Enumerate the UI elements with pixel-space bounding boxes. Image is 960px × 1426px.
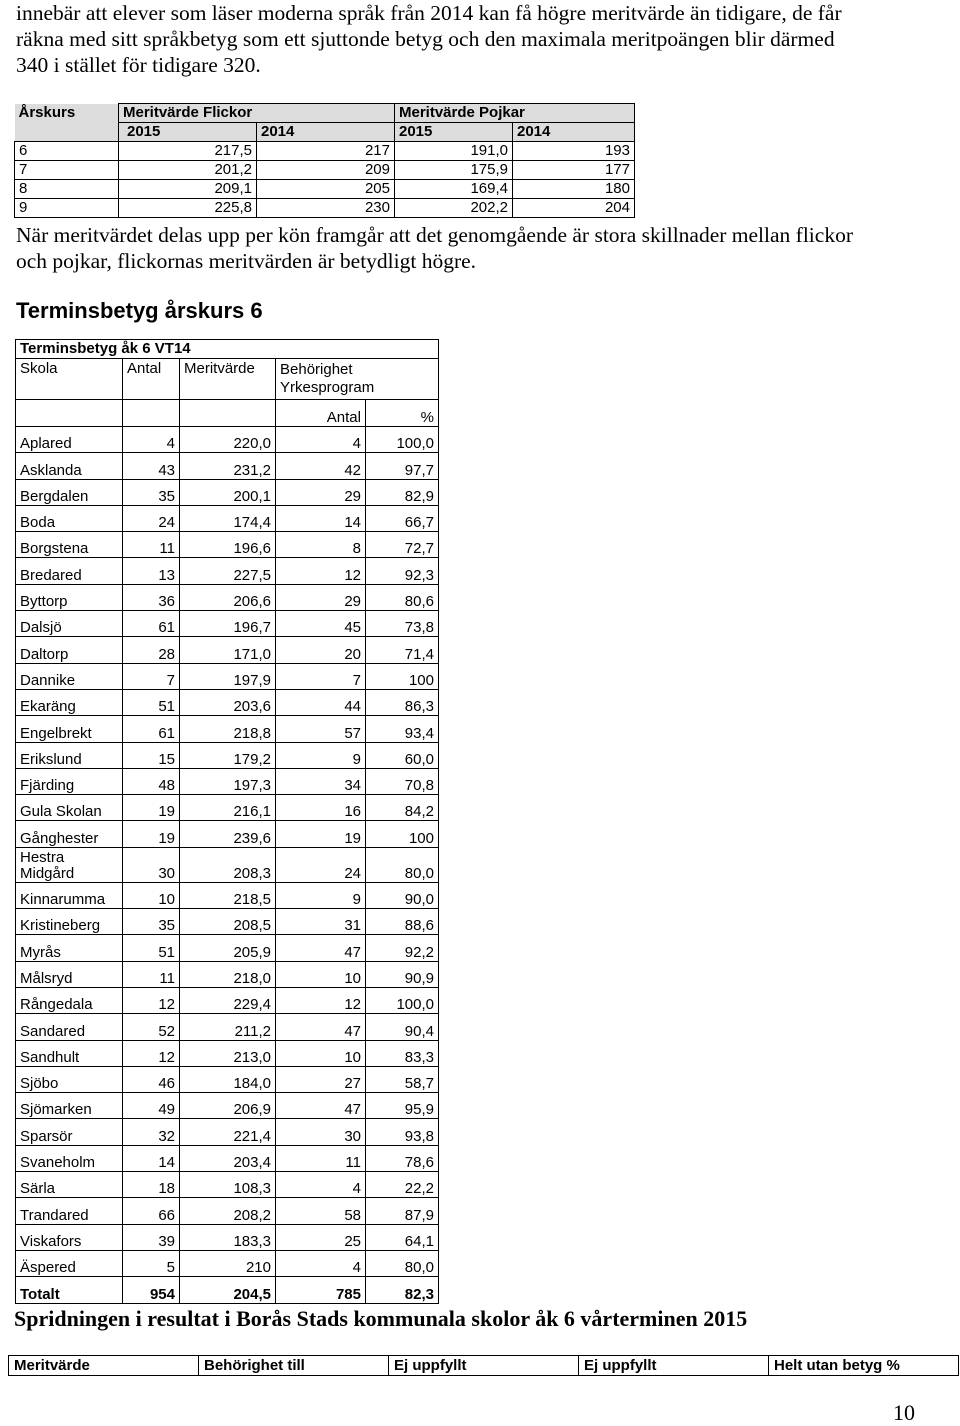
behorighet-antal-cell: 12 bbox=[276, 558, 366, 584]
table-row bbox=[16, 1172, 439, 1198]
header-pojkar: Meritvärde Pojkar bbox=[395, 104, 635, 123]
school-cell: Daltorp bbox=[16, 637, 123, 663]
behorighet-antal-cell: 9 bbox=[276, 742, 366, 768]
behorighet-percent-cell: 92,2 bbox=[366, 935, 439, 961]
behorighet-percent-cell: 82,9 bbox=[366, 479, 439, 505]
meritvarde-cell: 220,0 bbox=[180, 427, 276, 453]
behorighet-percent-cell: 88,6 bbox=[366, 909, 439, 935]
school-cell: Erikslund bbox=[16, 742, 123, 768]
total-meritvarde: 204,5 bbox=[180, 1277, 276, 1303]
school-cell: Byttorp bbox=[16, 584, 123, 610]
meritvarde-cell: 174,4 bbox=[180, 505, 276, 531]
school-cell: Fjärding bbox=[16, 768, 123, 794]
behorighet-percent-cell: 78,6 bbox=[366, 1145, 439, 1171]
school-cell: Särla bbox=[16, 1172, 123, 1198]
antal-cell: 43 bbox=[123, 453, 180, 479]
header-cell: Helt utan betyg % bbox=[769, 1356, 959, 1376]
school-cell: Aplared bbox=[16, 427, 123, 453]
year-cell: 2015 bbox=[119, 123, 257, 142]
behorighet-percent-cell: 84,2 bbox=[366, 795, 439, 821]
school-cell: Sjömarken bbox=[16, 1093, 123, 1119]
behorighet-percent-cell: 97,7 bbox=[366, 453, 439, 479]
behorighet-percent-cell: 66,7 bbox=[366, 505, 439, 531]
school-cell: Gånghester bbox=[16, 821, 123, 847]
antal-cell: 14 bbox=[123, 1145, 180, 1171]
table-row bbox=[16, 909, 439, 935]
total-label: Totalt bbox=[16, 1277, 123, 1303]
school-cell: Dannike bbox=[16, 663, 123, 689]
subheader-percent: % bbox=[366, 400, 439, 427]
table-row bbox=[16, 663, 439, 689]
antal-cell: 28 bbox=[123, 637, 180, 663]
behorighet-percent-cell: 70,8 bbox=[366, 768, 439, 794]
table-row bbox=[15, 180, 635, 199]
school-cell: Kristineberg bbox=[16, 909, 123, 935]
antal-cell: 15 bbox=[123, 742, 180, 768]
paragraph-line: och pojkar, flickornas meritvärden är betydligt högre. bbox=[16, 249, 477, 273]
behorighet-antal-cell: 44 bbox=[276, 689, 366, 715]
table-header-row bbox=[15, 104, 635, 123]
behorighet-antal-cell: 11 bbox=[276, 1145, 366, 1171]
antal-cell: 12 bbox=[123, 987, 180, 1013]
behorighet-antal-cell: 14 bbox=[276, 505, 366, 531]
value-cell: 193 bbox=[513, 142, 635, 161]
intro-paragraph bbox=[16, 0, 946, 78]
meritvarde-cell: 208,5 bbox=[180, 909, 276, 935]
spread-table-header bbox=[8, 1355, 959, 1376]
antal-cell: 61 bbox=[123, 716, 180, 742]
behorighet-percent-cell: 90,4 bbox=[366, 1014, 439, 1040]
antal-cell: 19 bbox=[123, 821, 180, 847]
school-cell: Rångedala bbox=[16, 987, 123, 1013]
behorighet-antal-cell: 30 bbox=[276, 1119, 366, 1145]
table-row bbox=[16, 637, 439, 663]
meritvarde-cell: 216,1 bbox=[180, 795, 276, 821]
value-cell: 230 bbox=[257, 199, 395, 218]
value-cell: 217 bbox=[257, 142, 395, 161]
school-cell: Dalsjö bbox=[16, 611, 123, 637]
header-antal: Antal bbox=[123, 359, 180, 400]
behorighet-percent-cell: 95,9 bbox=[366, 1093, 439, 1119]
antal-cell: 24 bbox=[123, 505, 180, 531]
antal-cell: 4 bbox=[123, 427, 180, 453]
school-cell: Bredared bbox=[16, 558, 123, 584]
school-cell: Svaneholm bbox=[16, 1145, 123, 1171]
behorighet-antal-cell: 9 bbox=[276, 882, 366, 908]
behorighet-percent-cell: 92,3 bbox=[366, 558, 439, 584]
behorighet-antal-cell: 27 bbox=[276, 1066, 366, 1092]
meritvarde-cell: 227,5 bbox=[180, 558, 276, 584]
paragraph-line: När meritvärdet delas upp per kön framgår att det genomgående är stora skillnader mellan flickor bbox=[16, 223, 853, 247]
table-row bbox=[16, 795, 439, 821]
school-cell: Trandared bbox=[16, 1198, 123, 1224]
behorighet-percent-cell: 80,0 bbox=[366, 1250, 439, 1276]
antal-cell: 66 bbox=[123, 1198, 180, 1224]
value-cell: 175,9 bbox=[395, 161, 513, 180]
year-cell: 2014 bbox=[257, 123, 395, 142]
merit-by-gender-table bbox=[14, 103, 635, 218]
table-row bbox=[16, 987, 439, 1013]
school-cell: Sandared bbox=[16, 1014, 123, 1040]
table-row bbox=[16, 961, 439, 987]
behorighet-antal-cell: 57 bbox=[276, 716, 366, 742]
meritvarde-cell: 208,3 bbox=[180, 847, 276, 882]
behorighet-percent-cell: 60,0 bbox=[366, 742, 439, 768]
behorighet-percent-cell: 73,8 bbox=[366, 611, 439, 637]
table-row bbox=[16, 768, 439, 794]
behorighet-antal-cell: 29 bbox=[276, 479, 366, 505]
intro-line: räkna med sitt språkbetyg som ett sjuttonde betyg och den maximala meritpoängen blir därmed bbox=[16, 27, 835, 51]
school-cell: Asklanda bbox=[16, 453, 123, 479]
table-row bbox=[16, 1066, 439, 1092]
table-row bbox=[15, 199, 635, 218]
behorighet-antal-cell: 19 bbox=[276, 821, 366, 847]
table-title-row bbox=[16, 340, 439, 359]
behorighet-antal-cell: 4 bbox=[276, 1250, 366, 1276]
antal-cell: 19 bbox=[123, 795, 180, 821]
value-cell: 169,4 bbox=[395, 180, 513, 199]
behorighet-antal-cell: 45 bbox=[276, 611, 366, 637]
table-row bbox=[16, 1198, 439, 1224]
header-behorighet-label: Behörighet bbox=[280, 361, 353, 378]
meritvarde-cell: 206,6 bbox=[180, 584, 276, 610]
antal-cell: 49 bbox=[123, 1093, 180, 1119]
meritvarde-cell: 218,0 bbox=[180, 961, 276, 987]
antal-cell: 11 bbox=[123, 532, 180, 558]
behorighet-percent-cell: 58,7 bbox=[366, 1066, 439, 1092]
antal-cell: 51 bbox=[123, 689, 180, 715]
antal-cell: 36 bbox=[123, 584, 180, 610]
behorighet-percent-cell: 100 bbox=[366, 821, 439, 847]
antal-cell: 32 bbox=[123, 1119, 180, 1145]
meritvarde-cell: 218,8 bbox=[180, 716, 276, 742]
school-cell: Viskafors bbox=[16, 1224, 123, 1250]
school-cell: Målsryd bbox=[16, 961, 123, 987]
table-row bbox=[16, 479, 439, 505]
antal-cell: 12 bbox=[123, 1040, 180, 1066]
year-cell: 2015 bbox=[395, 123, 513, 142]
school-cell: Sjöbo bbox=[16, 1066, 123, 1092]
meritvarde-cell: 206,9 bbox=[180, 1093, 276, 1119]
school-cell: Myrås bbox=[16, 935, 123, 961]
table-row bbox=[16, 716, 439, 742]
value-cell: 202,2 bbox=[395, 199, 513, 218]
gender-paragraph bbox=[16, 222, 946, 274]
antal-cell: 13 bbox=[123, 558, 180, 584]
meritvarde-cell: 221,4 bbox=[180, 1119, 276, 1145]
meritvarde-cell: 211,2 bbox=[180, 1014, 276, 1040]
antal-cell: 48 bbox=[123, 768, 180, 794]
table-row bbox=[16, 1145, 439, 1171]
school-cell: Bergdalen bbox=[16, 479, 123, 505]
school-cell: Hestra Midgård bbox=[16, 847, 123, 882]
meritvarde-cell: 231,2 bbox=[180, 453, 276, 479]
header-arskurs: Årskurs bbox=[15, 104, 119, 123]
header-cell: Ej uppfyllt bbox=[579, 1356, 769, 1376]
antal-cell: 39 bbox=[123, 1224, 180, 1250]
table-row bbox=[16, 453, 439, 479]
meritvarde-cell: 184,0 bbox=[180, 1066, 276, 1092]
intro-line: innebär att elever som läser moderna språk från 2014 kan få högre meritvärde än tidigare, de får bbox=[16, 1, 842, 25]
behorighet-percent-cell: 72,7 bbox=[366, 532, 439, 558]
meritvarde-cell: 218,5 bbox=[180, 882, 276, 908]
behorighet-antal-cell: 8 bbox=[276, 532, 366, 558]
subheader-antal: Antal bbox=[276, 400, 366, 427]
antal-cell: 35 bbox=[123, 909, 180, 935]
value-cell: 209 bbox=[257, 161, 395, 180]
antal-cell: 35 bbox=[123, 479, 180, 505]
table-row bbox=[16, 1093, 439, 1119]
behorighet-percent-cell: 90,9 bbox=[366, 961, 439, 987]
table-row bbox=[16, 505, 439, 531]
page-number: 10 bbox=[893, 1400, 915, 1425]
header-cell: Ej uppfyllt bbox=[389, 1356, 579, 1376]
table-row bbox=[16, 532, 439, 558]
behorighet-antal-cell: 31 bbox=[276, 909, 366, 935]
grade-cell: 7 bbox=[15, 161, 119, 180]
table-header-row bbox=[16, 359, 439, 400]
table-title: Terminsbetyg åk 6 VT14 bbox=[16, 340, 439, 359]
behorighet-antal-cell: 12 bbox=[276, 987, 366, 1013]
total-antal: 954 bbox=[123, 1277, 180, 1303]
school-cell: Äspered bbox=[16, 1250, 123, 1276]
meritvarde-cell: 203,4 bbox=[180, 1145, 276, 1171]
behorighet-percent-cell: 87,9 bbox=[366, 1198, 439, 1224]
behorighet-percent-cell: 22,2 bbox=[366, 1172, 439, 1198]
meritvarde-cell: 200,1 bbox=[180, 479, 276, 505]
value-cell: 205 bbox=[257, 180, 395, 199]
table-total-row bbox=[16, 1277, 439, 1303]
header-yrkesprogram-label: Yrkesprogram bbox=[280, 379, 375, 396]
table-row bbox=[16, 1250, 439, 1276]
meritvarde-cell: 183,3 bbox=[180, 1224, 276, 1250]
table-row bbox=[16, 584, 439, 610]
school-cell: Engelbrekt bbox=[16, 716, 123, 742]
behorighet-percent-cell: 100 bbox=[366, 663, 439, 689]
behorighet-antal-cell: 7 bbox=[276, 663, 366, 689]
behorighet-percent-cell: 80,6 bbox=[366, 584, 439, 610]
value-cell: 180 bbox=[513, 180, 635, 199]
meritvarde-cell: 239,6 bbox=[180, 821, 276, 847]
behorighet-percent-cell: 71,4 bbox=[366, 637, 439, 663]
meritvarde-cell: 196,6 bbox=[180, 532, 276, 558]
behorighet-antal-cell: 4 bbox=[276, 427, 366, 453]
behorighet-antal-cell: 10 bbox=[276, 961, 366, 987]
behorighet-antal-cell: 20 bbox=[276, 637, 366, 663]
behorighet-percent-cell: 80,0 bbox=[366, 847, 439, 882]
school-cell: Boda bbox=[16, 505, 123, 531]
school-results-table bbox=[15, 339, 439, 1304]
total-behorighet-percent: 82,3 bbox=[366, 1277, 439, 1303]
value-cell: 177 bbox=[513, 161, 635, 180]
grade-cell: 9 bbox=[15, 199, 119, 218]
antal-cell: 5 bbox=[123, 1250, 180, 1276]
header-cell: Meritvärde bbox=[9, 1356, 199, 1376]
table-row bbox=[15, 142, 635, 161]
behorighet-antal-cell: 16 bbox=[276, 795, 366, 821]
table-row bbox=[16, 742, 439, 768]
total-behorighet-antal: 785 bbox=[276, 1277, 366, 1303]
school-cell: Ekaräng bbox=[16, 689, 123, 715]
meritvarde-cell: 208,2 bbox=[180, 1198, 276, 1224]
meritvarde-cell: 213,0 bbox=[180, 1040, 276, 1066]
table-row bbox=[16, 427, 439, 453]
header-meritvarde: Meritvärde bbox=[180, 359, 276, 400]
antal-cell: 7 bbox=[123, 663, 180, 689]
meritvarde-cell: 179,2 bbox=[180, 742, 276, 768]
antal-cell: 52 bbox=[123, 1014, 180, 1040]
school-cell: Gula Skolan bbox=[16, 795, 123, 821]
behorighet-antal-cell: 25 bbox=[276, 1224, 366, 1250]
antal-cell: 18 bbox=[123, 1172, 180, 1198]
header-flickor: Meritvärde Flickor bbox=[119, 104, 395, 123]
section-heading: Terminsbetyg årskurs 6 bbox=[16, 298, 263, 323]
antal-cell: 61 bbox=[123, 611, 180, 637]
school-cell: Kinnarumma bbox=[16, 882, 123, 908]
value-cell: 217,5 bbox=[119, 142, 257, 161]
table-row bbox=[16, 821, 439, 847]
table-row bbox=[16, 1014, 439, 1040]
table-row bbox=[16, 1119, 439, 1145]
table-row bbox=[15, 161, 635, 180]
table-header-row bbox=[9, 1356, 959, 1376]
table-subheader-row bbox=[16, 400, 439, 427]
antal-cell: 46 bbox=[123, 1066, 180, 1092]
intro-line: 340 i stället för tidigare 320. bbox=[16, 53, 261, 77]
value-cell: 201,2 bbox=[119, 161, 257, 180]
meritvarde-cell: 203,6 bbox=[180, 689, 276, 715]
table-row bbox=[16, 1224, 439, 1250]
value-cell: 191,0 bbox=[395, 142, 513, 161]
behorighet-percent-cell: 86,3 bbox=[366, 689, 439, 715]
table-row bbox=[16, 689, 439, 715]
meritvarde-cell: 197,3 bbox=[180, 768, 276, 794]
school-cell: Sandhult bbox=[16, 1040, 123, 1066]
antal-cell: 11 bbox=[123, 961, 180, 987]
section-caption: Spridningen i resultat i Borås Stads kommunala skolor åk 6 vårterminen 2015 bbox=[14, 1306, 748, 1331]
behorighet-antal-cell: 24 bbox=[276, 847, 366, 882]
table-row bbox=[16, 882, 439, 908]
antal-cell: 10 bbox=[123, 882, 180, 908]
header-behorighet bbox=[276, 359, 439, 400]
meritvarde-cell: 205,9 bbox=[180, 935, 276, 961]
table-year-row bbox=[15, 123, 635, 142]
school-cell: Sparsör bbox=[16, 1119, 123, 1145]
table-row bbox=[16, 558, 439, 584]
behorighet-percent-cell: 100,0 bbox=[366, 427, 439, 453]
header-cell: Behörighet till bbox=[199, 1356, 389, 1376]
behorighet-percent-cell: 93,8 bbox=[366, 1119, 439, 1145]
behorighet-antal-cell: 34 bbox=[276, 768, 366, 794]
behorighet-percent-cell: 90,0 bbox=[366, 882, 439, 908]
table-row bbox=[16, 611, 439, 637]
value-cell: 225,8 bbox=[119, 199, 257, 218]
behorighet-antal-cell: 47 bbox=[276, 1014, 366, 1040]
behorighet-antal-cell: 42 bbox=[276, 453, 366, 479]
behorighet-antal-cell: 47 bbox=[276, 1093, 366, 1119]
behorighet-antal-cell: 4 bbox=[276, 1172, 366, 1198]
value-cell: 204 bbox=[513, 199, 635, 218]
table-row bbox=[16, 935, 439, 961]
meritvarde-cell: 171,0 bbox=[180, 637, 276, 663]
year-cell: 2014 bbox=[513, 123, 635, 142]
grade-cell: 6 bbox=[15, 142, 119, 161]
school-cell: Borgstena bbox=[16, 532, 123, 558]
meritvarde-cell: 210 bbox=[180, 1250, 276, 1276]
meritvarde-cell: 196,7 bbox=[180, 611, 276, 637]
value-cell: 209,1 bbox=[119, 180, 257, 199]
antal-cell: 51 bbox=[123, 935, 180, 961]
behorighet-percent-cell: 100,0 bbox=[366, 987, 439, 1013]
table-row bbox=[16, 1040, 439, 1066]
behorighet-antal-cell: 29 bbox=[276, 584, 366, 610]
behorighet-percent-cell: 83,3 bbox=[366, 1040, 439, 1066]
table-row bbox=[16, 847, 439, 882]
behorighet-antal-cell: 47 bbox=[276, 935, 366, 961]
grade-cell: 8 bbox=[15, 180, 119, 199]
behorighet-antal-cell: 10 bbox=[276, 1040, 366, 1066]
meritvarde-cell: 197,9 bbox=[180, 663, 276, 689]
header-skola: Skola bbox=[16, 359, 123, 400]
behorighet-percent-cell: 64,1 bbox=[366, 1224, 439, 1250]
behorighet-antal-cell: 58 bbox=[276, 1198, 366, 1224]
meritvarde-cell: 108,3 bbox=[180, 1172, 276, 1198]
antal-cell: 30 bbox=[123, 847, 180, 882]
meritvarde-cell: 229,4 bbox=[180, 987, 276, 1013]
behorighet-percent-cell: 93,4 bbox=[366, 716, 439, 742]
